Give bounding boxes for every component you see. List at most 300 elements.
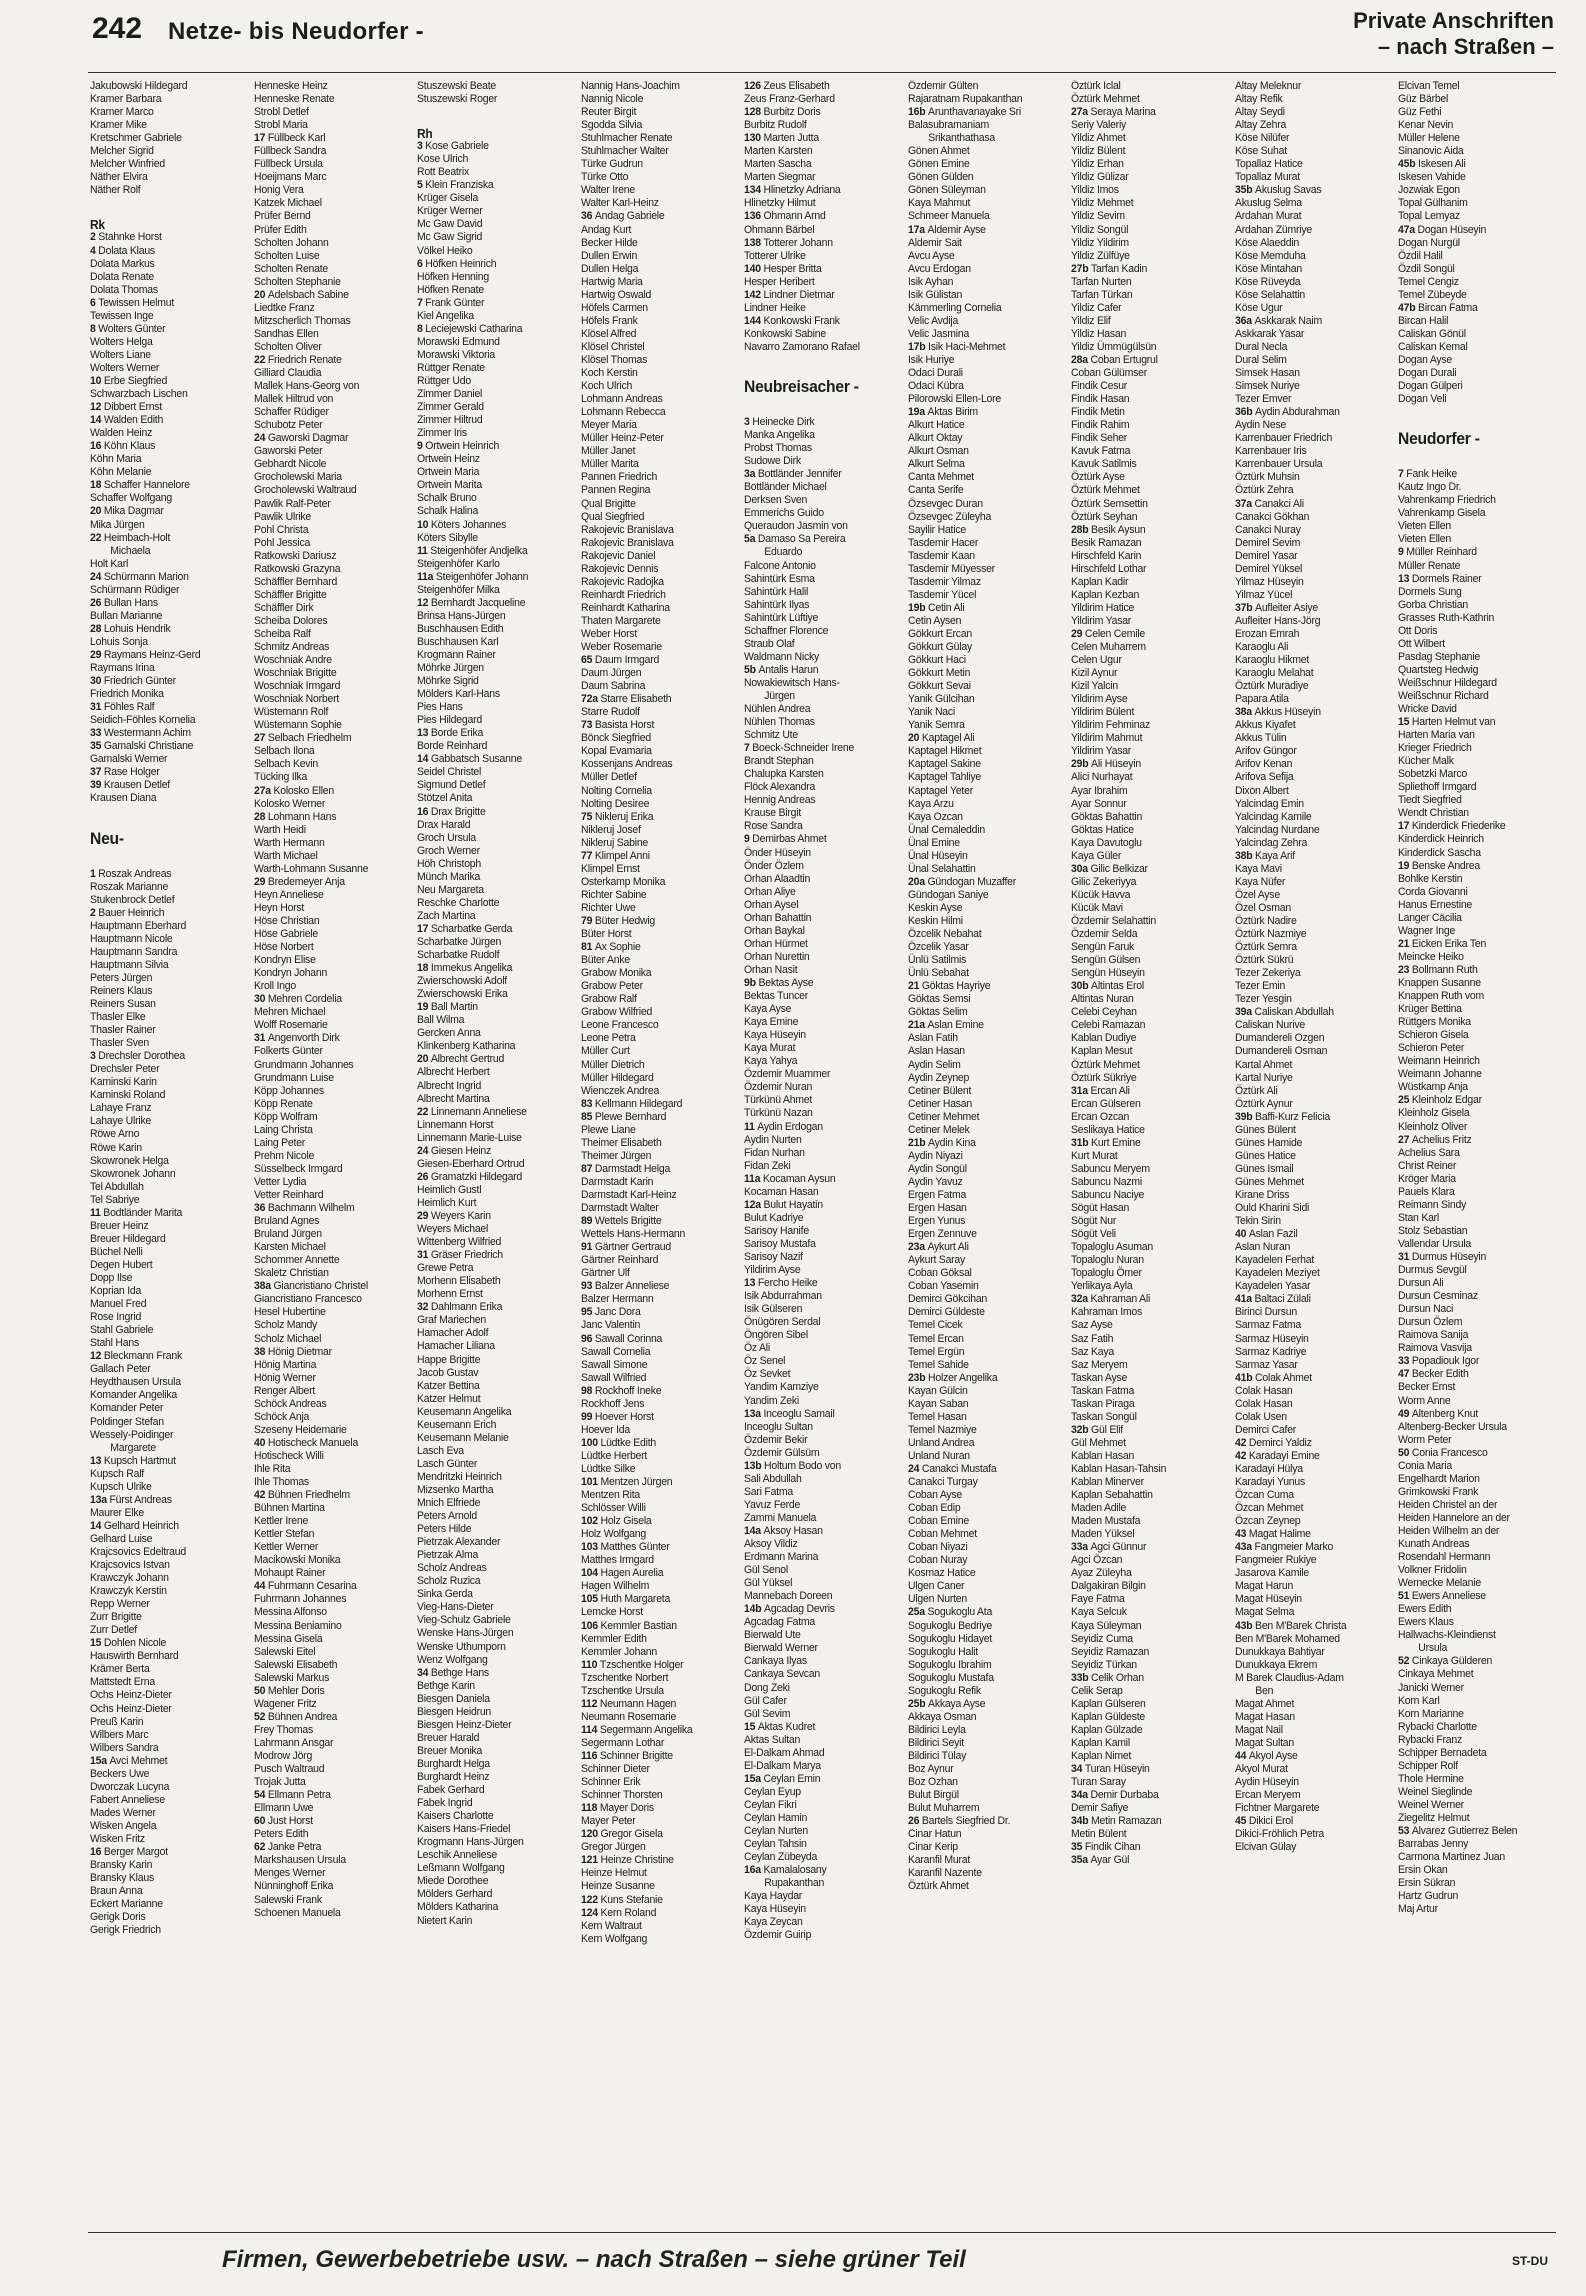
resident-name: Fangmeier Marko (1253, 1541, 1333, 1554)
resident-entry: Skaletz Christian (253, 1267, 329, 1280)
resident-entry: Ould Kharini Sidi (1234, 1202, 1309, 1215)
resident-entry: Boz Aynur (907, 1763, 954, 1776)
resident-entry: Bildirici Seyit (907, 1736, 964, 1749)
resident-entry: Kartal Nuriye (1234, 1071, 1293, 1084)
resident-entry: Salewski Markus (253, 1671, 329, 1684)
house-number: 99 (580, 1410, 595, 1423)
resident-entry: Breuer Monika (417, 1744, 483, 1757)
street-heading: Neudorfer - (1398, 429, 1480, 449)
resident-entry: Altintas Nuran (1071, 993, 1134, 1006)
resident-entry: Becker Hilde (580, 236, 638, 249)
resident-entry: Sgodda Silvia (580, 119, 642, 132)
resident-entry: Önder Özlem (744, 859, 804, 872)
resident-entry: Reimann Sindy (1398, 1198, 1467, 1211)
house-number: 38b (1234, 849, 1255, 862)
resident-entry: Türke Otto (580, 171, 628, 184)
resident-entry: Demirel Sevim (1234, 536, 1300, 549)
house-number: 29 (417, 1209, 431, 1222)
house-number: 11a (417, 570, 436, 583)
resident-entry (908, 1241, 1058, 1254)
resident-name: Drechsler Dorothea (98, 1050, 186, 1063)
resident-entry: Scheiba Ralf (253, 627, 311, 640)
resident-entry: Dong Zeki (744, 1681, 790, 1694)
resident-entry: Keusemann Angelika (417, 1405, 512, 1418)
resident-entry: Thasler Elke (90, 1011, 146, 1024)
resident-entry: Yanik Naci (907, 706, 955, 719)
resident-entry: Sahintürk Ilyas (744, 598, 810, 611)
resident-entry: Krieger Friedrich (1398, 742, 1472, 755)
resident-entry (744, 1408, 894, 1421)
resident-name: Giesen Heinz (430, 1144, 492, 1157)
resident-entry: Reschke Charlotte (417, 896, 500, 909)
resident-entry: Mölders Gerhard (417, 1888, 493, 1901)
resident-name: Celik Orhan (1091, 1671, 1144, 1684)
resident-entry: Yildirim Ayse (1071, 693, 1128, 706)
house-number: 3 (90, 1050, 99, 1063)
resident-name: Ceylan Emin (763, 1772, 821, 1785)
resident-entry: Öztürk Muhsin (1234, 471, 1300, 484)
resident-entry (254, 1580, 404, 1593)
resident-entry: Sengün Gülsen (1071, 954, 1141, 967)
page-footer (0, 2232, 1586, 2282)
resident-name: Bodtländer Marita (103, 1206, 183, 1219)
resident-entry (90, 1050, 240, 1063)
house-number: 15a (90, 1754, 110, 1767)
resident-entry: Menges Werner (253, 1867, 325, 1880)
resident-entry: Ceylan Hamin (744, 1812, 808, 1824)
resident-entry: Wisken Angela (90, 1819, 157, 1832)
resident-entry: Bransky Karin (90, 1859, 153, 1872)
resident-entry: Reinhardt Friedrich (580, 588, 666, 601)
resident-entry: Warth Hermann (253, 836, 325, 849)
house-number: 35 (90, 740, 104, 753)
resident-entry: Laing Peter (253, 1136, 305, 1149)
resident-entry: Osterkamp Monika (580, 875, 665, 888)
resident-entry: Schipper Rolf (1398, 1759, 1458, 1772)
resident-entry (1398, 1368, 1548, 1381)
resident-entry: Simsek Nuriye (1234, 380, 1300, 393)
resident-entry: Gökkurt Haci (907, 654, 966, 667)
resident-entry: Kunath Andreas (1398, 1538, 1470, 1551)
resident-entry: Möhrke Jürgen (417, 662, 484, 675)
resident-entry: Vahrenkamp Friedrich (1398, 494, 1496, 507)
resident-entry: Kaplan Gülzade (1071, 1723, 1143, 1736)
resident-entry: Theimer Elisabeth (580, 1136, 662, 1149)
house-number: 79 (580, 915, 595, 927)
resident-entry: Heiden Hannelore an der (1398, 1511, 1510, 1524)
resident-entry: Lüdtke Herbert (580, 1449, 647, 1462)
resident-entry: Hotischeck Willi (253, 1449, 324, 1462)
resident-entry: Sayilir Hatice (907, 523, 966, 536)
resident-name: Gärtner Gertraud (594, 1241, 671, 1254)
resident-entry: Dunukkaya Ekrem (1234, 1658, 1317, 1671)
resident-entry: Warth Heidi (253, 823, 306, 836)
resident-entry: Zimmer Gerald (417, 401, 484, 414)
resident-entry: Darmstadt Karin (580, 1175, 653, 1188)
resident-entry: Akkus Kiyafet (1234, 719, 1296, 732)
house-number: 12 (90, 1350, 104, 1363)
resident-entry: Prüfer Bernd (253, 210, 311, 223)
resident-entry: Ayar Sonnur (1071, 797, 1127, 810)
house-number: 10 (417, 518, 431, 531)
resident-entry: Messina Gisela (253, 1632, 322, 1645)
resident-entry: Kaplan Gülseren (1071, 1697, 1146, 1710)
resident-entry: Pauels Klara (1398, 1185, 1455, 1198)
resident-entry: Gärtner Reinhard (580, 1254, 658, 1267)
resident-entry (908, 1463, 1058, 1476)
resident-entry: Harten Maria van (1398, 729, 1475, 742)
resident-entry: Kayan Gülcin (907, 1384, 968, 1397)
resident-entry (254, 1437, 404, 1450)
resident-entry: Maj Artur (1398, 1903, 1438, 1916)
resident-entry: Yanik Gülcihan (907, 693, 974, 706)
resident-entry: Wricke David (1398, 703, 1457, 716)
resident-entry: Klösel Alfred (580, 327, 636, 340)
resident-entry: Hauptmann Eberhard (90, 919, 187, 932)
resident-name: Büter Hedwig (594, 915, 655, 927)
resident-entry: Dural Selim (1234, 353, 1287, 366)
resident-entry: Akkus Tülin (1234, 732, 1286, 745)
resident-entry: Buschhausen Edith (417, 622, 504, 635)
resident-name: Heimbach-Holt (103, 531, 171, 544)
resident-entry: Zwierschowski Erika (417, 988, 508, 1001)
resident-entry: Yalcindag Emin (1234, 797, 1304, 810)
resident-entry: Balzer Hermann (580, 1293, 654, 1306)
resident-entry: Kayadelen Ferhat (1234, 1254, 1314, 1267)
resident-entry (1398, 1134, 1548, 1147)
resident-entry: Ünal Selahattin (907, 862, 976, 875)
house-number: 36 (580, 210, 595, 223)
resident-entry: Gönen Emine (907, 158, 970, 171)
resident-entry: Dogan Durali (1398, 367, 1457, 380)
resident-entry: Balasubramaniam (907, 119, 989, 132)
house-number: 14 (90, 414, 104, 427)
resident-entry: Aktas Sultan (744, 1733, 801, 1746)
resident-entry: Karanfil Nazente (907, 1867, 982, 1880)
resident-entry: Dumandereli Osman (1234, 1045, 1327, 1058)
house-number: 34a (1071, 1789, 1091, 1802)
resident-entry: Totterer Ulrike (744, 249, 806, 262)
resident-entry: Yalcindag Kamile (1234, 810, 1312, 823)
resident-entry: Ihle Rita (253, 1462, 290, 1475)
resident-name: Leciejewski Catharina (425, 322, 523, 335)
resident-entry (417, 806, 567, 819)
house-number: 41b (1234, 1371, 1255, 1384)
house-number: 52 (253, 1710, 268, 1723)
resident-entry: Spliethoff Irmgard (1398, 781, 1477, 794)
resident-entry: Köse Suhat (1234, 145, 1287, 158)
resident-entry: Müller Marita (580, 458, 639, 471)
resident-entry: Dolata Thomas (90, 283, 158, 296)
resident-entry: Öztürk Semsettin (1071, 497, 1148, 510)
resident-entry: Kurt Murat (1071, 1149, 1118, 1162)
resident-name: Aufleiter Asiye (1254, 601, 1318, 614)
resident-entry: Mölders Karl-Hans (417, 688, 500, 701)
resident-entry: Kramer Mike (90, 119, 147, 132)
resident-entry: Cetiner Melek (907, 1123, 970, 1136)
resident-entry: Kaisers Charlotte (417, 1810, 494, 1823)
resident-entry: Kaya Mahmut (907, 197, 970, 210)
resident-entry: Heiden Wilhelm an der (1398, 1524, 1500, 1537)
resident-entry: Groch Werner (417, 844, 480, 857)
resident-entry: Dworczak Lucyna (90, 1780, 170, 1793)
resident-entry: Aydin Hüseyin (1234, 1776, 1299, 1789)
resident-entry (1398, 964, 1548, 977)
resident-name: Benske Andrea (1411, 859, 1480, 872)
resident-entry: Carmona Martinez Juan (1398, 1851, 1506, 1864)
resident-entry: Hagen Wilhelm (580, 1580, 649, 1593)
resident-entry: Mnich Elfriede (417, 1497, 481, 1510)
resident-entry: Höse Gabriele (253, 928, 318, 941)
house-number: 14b (744, 1603, 765, 1616)
resident-entry: Yildirim Fehminaz (1071, 719, 1150, 732)
resident-entry: Köse Nilüfer (1234, 132, 1289, 145)
resident-name: Friedrich Günter (103, 675, 176, 688)
house-number: 36a (1234, 314, 1254, 327)
resident-entry: Özel Ayse (1234, 888, 1280, 901)
resident-name: Rase Holger (103, 766, 160, 779)
resident-name: Klimpel Anni (594, 849, 650, 862)
resident-entry: Kaminski Roland (90, 1089, 166, 1102)
resident-entry: Brinsa Hans-Jürgen (417, 609, 506, 622)
resident-entry: Özcan Mehmet (1234, 1502, 1303, 1515)
resident-name: Erbe Siegfried (103, 374, 168, 387)
resident-entry (254, 289, 404, 302)
resident-name: Colak Ahmet (1254, 1371, 1312, 1384)
house-number: 72a (580, 693, 600, 706)
resident-entry: Güz Fethi (1398, 106, 1442, 119)
resident-entry: Demir Safiye (1071, 1802, 1129, 1815)
resident-entry: Nannig Hans-Joachim (580, 80, 680, 92)
resident-entry: Rüttgers Monika (1398, 1016, 1471, 1029)
house-number: 122 (580, 1893, 600, 1906)
resident-entry: Knappen Susanne (1398, 977, 1481, 989)
resident-entry: Alkurt Osman (907, 445, 969, 458)
resident-entry: Waldmann Nicky (744, 650, 820, 663)
resident-entry (417, 1053, 567, 1066)
resident-entry: Albrecht Martina (417, 1092, 490, 1105)
resident-entry (1071, 980, 1221, 993)
resident-entry (90, 623, 240, 636)
resident-entry: Weißschnur Hildegard (1398, 676, 1497, 689)
resident-entry (581, 1515, 731, 1528)
resident-entry: Fichtner Margarete (1234, 1802, 1319, 1815)
resident-entry: Sabuncu Nazmi (1071, 1175, 1142, 1188)
resident-entry: Szeseny Heidemarie (253, 1423, 347, 1436)
resident-entry: Topal Gülhanim (1398, 197, 1468, 210)
resident-entry: Müller Heinz-Peter (580, 432, 664, 445)
resident-entry: Stan Karl (1398, 1211, 1440, 1224)
resident-entry: Özdemir Selda (1071, 928, 1138, 941)
resident-name: Bottländer Jennifer (757, 468, 842, 481)
house-number: 43b (1234, 1619, 1255, 1632)
resident-entry: Buschhausen Karl (417, 635, 499, 648)
resident-entry (1398, 716, 1548, 729)
resident-entry (1071, 354, 1221, 367)
resident-name: Kellmann Hildegard (594, 1097, 682, 1110)
resident-entry (908, 1815, 1058, 1828)
resident-entry (908, 224, 1058, 237)
resident-entry: Quartsteg Hedwig (1398, 663, 1479, 676)
resident-entry: Flöck Alexandra (744, 781, 816, 794)
resident-entry: Nikleruj Sabine (580, 836, 648, 849)
resident-name: Krausen Detlef (103, 779, 170, 792)
house-number: 89 (580, 1215, 595, 1228)
resident-name: Gabbatsch Susanne (430, 753, 522, 766)
house-number: 112 (580, 1697, 600, 1710)
resident-entry (744, 664, 894, 677)
resident-entry: Heinze Susanne (580, 1880, 655, 1893)
house-number: 40 (1234, 1228, 1249, 1241)
house-number: 27a (1071, 106, 1091, 119)
resident-entry: Sinka Gerda (417, 1588, 473, 1601)
house-number: 13a (90, 1493, 110, 1506)
resident-entry: Kaya Nüfer (1234, 875, 1285, 888)
resident-entry: Dogan Veli (1398, 393, 1447, 406)
resident-entry: Kahraman Imos (1071, 1306, 1142, 1319)
resident-entry: Cinar Hatun (907, 1828, 961, 1841)
resident-entry: Wittenberg Wilfried (417, 1236, 502, 1249)
resident-entry: Höfken Henning (417, 270, 489, 283)
resident-entry: Schaffner Florence (744, 624, 829, 637)
resident-entry: Taskan Ayse (1071, 1371, 1128, 1384)
resident-entry: Michaela (110, 544, 151, 557)
resident-entry: Schlösser Willi (580, 1502, 646, 1515)
resident-name: Askkarak Naim (1253, 314, 1322, 327)
resident-entry: Coban Edip (907, 1502, 960, 1515)
house-number: 13 (744, 1277, 758, 1290)
resident-entry: Höh Christoph (417, 857, 481, 870)
resident-entry: Lahaye Ulrike (90, 1115, 152, 1128)
resident-entry (581, 1541, 731, 1554)
house-number: 130 (744, 132, 764, 145)
resident-entry: Schalk Bruno (417, 492, 477, 505)
resident-entry (1071, 106, 1221, 119)
resident-entry: Tzschentke Norbert (580, 1671, 668, 1684)
resident-entry: Köse Memduha (1234, 249, 1306, 262)
resident-entry: Wettels Hans-Hermann (580, 1228, 685, 1241)
resident-entry: Meyer Maria (580, 419, 637, 432)
house-number: 43 (1234, 1528, 1249, 1541)
resident-entry: Graf Mariechen (417, 1314, 486, 1327)
resident-entry: Kaya Arzu (907, 797, 954, 810)
resident-entry: Topaloglu Asuman (1071, 1241, 1153, 1254)
resident-name: Damaso Sa Pereira (757, 533, 846, 546)
house-number: 53 (1398, 1825, 1412, 1838)
resident-entry: Drax Harald (417, 818, 471, 831)
resident-entry: Papara Atila (1234, 693, 1289, 706)
resident-entry: Korn Marianne (1398, 1707, 1464, 1720)
resident-entry: Köse Alaeddin (1234, 236, 1299, 249)
resident-entry (417, 962, 567, 975)
resident-entry: Zimmer Hiltrud (417, 414, 483, 427)
resident-entry: Kaya Selcuk (1071, 1606, 1127, 1619)
resident-entry: Biesgen Daniela (417, 1692, 490, 1705)
resident-entry: Rakojevic Branislava (580, 536, 674, 549)
house-number: 16b (907, 106, 928, 119)
resident-entry: Theimer Jürgen (580, 1149, 651, 1162)
resident-name: Lindner Dietmar (763, 288, 835, 301)
resident-entry: Yerlikaya Ayla (1071, 1280, 1133, 1293)
house-number: 77 (580, 849, 595, 862)
resident-entry: Pusch Waltraud (253, 1763, 324, 1776)
directory-column-8 (1235, 80, 1385, 2220)
resident-entry: Wüstemann Sophie (253, 719, 342, 732)
resident-entry: Plewe Liane (580, 1123, 636, 1136)
house-number: 22 (253, 353, 268, 366)
resident-entry: Yildiz Hasan (1071, 327, 1127, 340)
resident-entry: Kramer Marco (90, 106, 154, 119)
resident-entry: Müller Hildegard (580, 1071, 654, 1084)
resident-entry: Korn Karl (1398, 1694, 1440, 1707)
resident-entry: Seidich-Föhles Kornelia (90, 714, 196, 727)
resident-entry: Temel Hasan (907, 1410, 967, 1423)
resident-entry: Dikici-Fröhlich Petra (1234, 1828, 1324, 1841)
house-number: 49 (1398, 1407, 1412, 1420)
resident-entry: Stahl Gabriele (90, 1324, 154, 1337)
house-number: 144 (744, 314, 764, 327)
resident-entry: Völkel Heiko (417, 244, 473, 257)
resident-entry: Nikleruj Josef (580, 823, 641, 836)
resident-entry (744, 237, 894, 250)
resident-entry: Günes Hatice (1234, 1149, 1296, 1162)
house-number: 140 (744, 262, 764, 275)
resident-entry: Nolting Cornelia (580, 784, 652, 797)
resident-entry: Coban Yasemin (907, 1280, 979, 1293)
resident-entry: Albrecht Ingrid (417, 1079, 482, 1092)
resident-entry: Hoever Ida (580, 1423, 630, 1436)
resident-entry: Ceylan Tahsin (744, 1838, 807, 1851)
house-number: 25a (907, 1606, 927, 1619)
resident-entry: Mallek Hiltrud von (253, 393, 333, 406)
resident-entry (581, 1907, 731, 1920)
house-number: 26 (90, 596, 104, 609)
resident-entry: Özdemir Gülten (907, 80, 978, 92)
resident-entry: Reinhardt Katharina (580, 601, 670, 614)
resident-name: Coban Ertugrul (1090, 353, 1158, 366)
house-number: 33 (1398, 1355, 1412, 1368)
resident-name: Walden Edith (103, 414, 164, 427)
resident-entry: Gündogan Saniye (907, 888, 988, 901)
resident-name: Göktas Hayriye (921, 980, 990, 993)
resident-entry: Holz Wolfgang (580, 1528, 646, 1541)
resident-entry: Margarete (110, 1441, 156, 1454)
resident-name: Sogukoglu Ata (926, 1606, 992, 1619)
resident-entry: Lemcke Horst (580, 1606, 643, 1619)
resident-entry: Wilbers Sandra (90, 1741, 159, 1754)
house-number: 134 (744, 184, 764, 197)
resident-entry: Henneske Renate (253, 93, 334, 106)
resident-entry: Qual Siegfried (580, 510, 644, 523)
resident-entry: Temel Nazmiye (907, 1423, 977, 1436)
resident-entry: Magat Hasan (1234, 1710, 1295, 1723)
resident-entry: Grundmann Johannes (253, 1058, 354, 1071)
resident-entry (744, 742, 894, 755)
resident-entry: Gökkurt Sevai (907, 680, 971, 693)
resident-entry (1398, 546, 1548, 559)
directory-column-6 (908, 80, 1058, 2220)
resident-entry (744, 1277, 894, 1290)
resident-entry: Karaoglu Ali (1234, 641, 1288, 654)
resident-entry: Fangmeier Rukiye (1234, 1554, 1316, 1567)
resident-name: Andag Gabriele (594, 210, 664, 223)
resident-name: Kern Roland (599, 1906, 656, 1919)
house-number: 26 (907, 1815, 922, 1828)
resident-entry: Coban Mehmet (907, 1528, 977, 1541)
resident-entry: Köhn Maria (90, 453, 142, 466)
resident-entry (417, 258, 567, 271)
resident-entry: Wagener Fritz (253, 1697, 316, 1710)
